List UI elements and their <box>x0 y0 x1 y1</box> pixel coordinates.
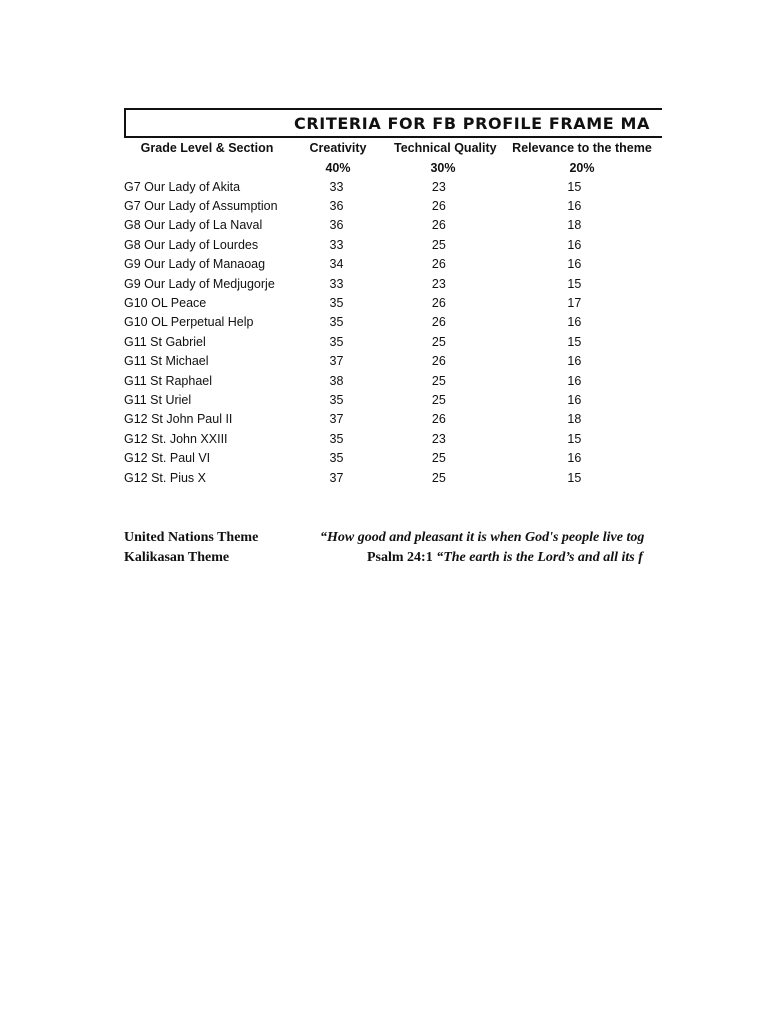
creativity-cell: 33 <box>329 237 344 252</box>
weight-relevance: 20% <box>569 161 595 175</box>
technical-quality-cell: 23 <box>431 179 446 194</box>
section-cell: G12 St. Pius X <box>124 470 206 485</box>
creativity-cell: 35 <box>329 334 344 349</box>
technical-quality-cell: 25 <box>431 470 446 485</box>
creativity-cell: 36 <box>329 199 344 214</box>
creativity-cell: 33 <box>329 276 344 291</box>
technical-quality-cell: 23 <box>431 431 446 446</box>
section-cell: G10 OL Peace <box>124 296 207 311</box>
relevance-cell: 16 <box>567 392 582 407</box>
creativity-cell: 35 <box>329 431 344 446</box>
table-row <box>124 390 662 409</box>
section-cell: G11 St Michael <box>124 354 209 369</box>
relevance-cell: 16 <box>567 451 582 466</box>
technical-quality-cell: 26 <box>431 354 446 369</box>
table-row <box>124 235 662 254</box>
creativity-cell: 37 <box>329 470 344 485</box>
creativity-cell: 35 <box>329 315 344 330</box>
section-cell: G8 Our Lady of La Naval <box>124 218 263 233</box>
relevance-cell: 16 <box>567 257 582 272</box>
creativity-cell: 36 <box>329 218 344 233</box>
table-row <box>124 196 662 215</box>
kalikasan-theme-label: Kalikasan Theme <box>124 550 230 565</box>
technical-quality-cell: 25 <box>431 334 446 349</box>
technical-quality-cell: 26 <box>431 315 446 330</box>
relevance-cell: 16 <box>567 373 582 388</box>
table-row <box>124 216 662 235</box>
scores-table <box>124 177 662 487</box>
united-nations-theme-label: United Nations Theme <box>124 530 259 545</box>
section-cell: G11 St Gabriel <box>124 334 206 349</box>
technical-quality-cell: 25 <box>431 237 446 252</box>
technical-quality-cell: 26 <box>431 296 446 311</box>
relevance-cell: 15 <box>567 431 582 446</box>
table-row <box>124 313 662 332</box>
section-cell: G9 Our Lady of Medjugorje <box>124 276 275 291</box>
creativity-cell: 37 <box>329 412 344 427</box>
table-row <box>124 352 662 371</box>
table-row <box>124 177 662 196</box>
kalikasan-theme-row <box>124 550 229 566</box>
relevance-cell: 18 <box>567 218 582 233</box>
section-cell: G11 St Raphael <box>124 373 213 388</box>
technical-quality-cell: 26 <box>431 257 446 272</box>
relevance-cell: 16 <box>567 315 582 330</box>
weight-creativity: 40% <box>325 161 351 175</box>
creativity-cell: 38 <box>329 373 344 388</box>
table-row <box>124 429 662 448</box>
creativity-cell: 34 <box>329 257 344 272</box>
column-header-technical-quality: Technical Quality <box>394 141 497 155</box>
column-header-relevance: Relevance to the theme <box>512 141 652 155</box>
creativity-cell: 37 <box>329 354 344 369</box>
creativity-cell: 35 <box>329 296 344 311</box>
technical-quality-cell: 26 <box>431 199 446 214</box>
kalikasan-psalm-reference: Psalm 24:1 <box>367 550 437 565</box>
scores-table-body <box>124 177 662 487</box>
table-row <box>124 468 662 487</box>
creativity-cell: 33 <box>329 179 344 194</box>
page-title: CRITERIA FOR FB PROFILE FRAME MA <box>294 114 650 133</box>
relevance-cell: 16 <box>567 237 582 252</box>
relevance-cell: 15 <box>567 334 582 349</box>
section-cell: G8 Our Lady of Lourdes <box>124 237 259 252</box>
relevance-cell: 18 <box>567 412 582 427</box>
relevance-cell: 15 <box>567 276 582 291</box>
table-row <box>124 371 662 390</box>
creativity-cell: 35 <box>329 392 344 407</box>
technical-quality-cell: 26 <box>431 218 446 233</box>
section-cell: G12 St John Paul II <box>124 412 233 427</box>
relevance-cell: 17 <box>567 296 582 311</box>
relevance-cell: 16 <box>567 354 582 369</box>
table-row <box>124 332 662 351</box>
section-cell: G10 OL Perpetual Help <box>124 315 254 330</box>
united-nations-theme-row <box>124 530 258 546</box>
table-row <box>124 255 662 274</box>
united-nations-theme-quote: “How good and pleasant it is when God's people live tog <box>320 530 645 545</box>
section-cell: G9 Our Lady of Manaoag <box>124 257 266 272</box>
title-box <box>124 108 662 138</box>
creativity-cell: 35 <box>329 451 344 466</box>
column-header-creativity: Creativity <box>309 141 367 155</box>
weight-technical-quality: 30% <box>430 161 456 175</box>
section-cell: G12 St. John XXIII <box>124 431 228 446</box>
kalikasan-theme-quote <box>367 550 643 566</box>
technical-quality-cell: 25 <box>431 373 446 388</box>
section-cell: G12 St. Paul VI <box>124 451 211 466</box>
table-row <box>124 293 662 312</box>
section-cell: G7 Our Lady of Akita <box>124 179 241 194</box>
relevance-cell: 15 <box>567 179 582 194</box>
table-row <box>124 448 662 467</box>
relevance-cell: 15 <box>567 470 582 485</box>
technical-quality-cell: 26 <box>431 412 446 427</box>
technical-quality-cell: 25 <box>431 392 446 407</box>
section-cell: G11 St Uriel <box>124 392 192 407</box>
table-row <box>124 274 662 293</box>
kalikasan-quote-text: “The earth is the Lord’s and all its f <box>436 550 643 565</box>
column-header-section: Grade Level & Section <box>140 141 274 155</box>
technical-quality-cell: 25 <box>431 451 446 466</box>
table-row <box>124 410 662 429</box>
section-cell: G7 Our Lady of Assumption <box>124 199 278 214</box>
relevance-cell: 16 <box>567 199 582 214</box>
technical-quality-cell: 23 <box>431 276 446 291</box>
